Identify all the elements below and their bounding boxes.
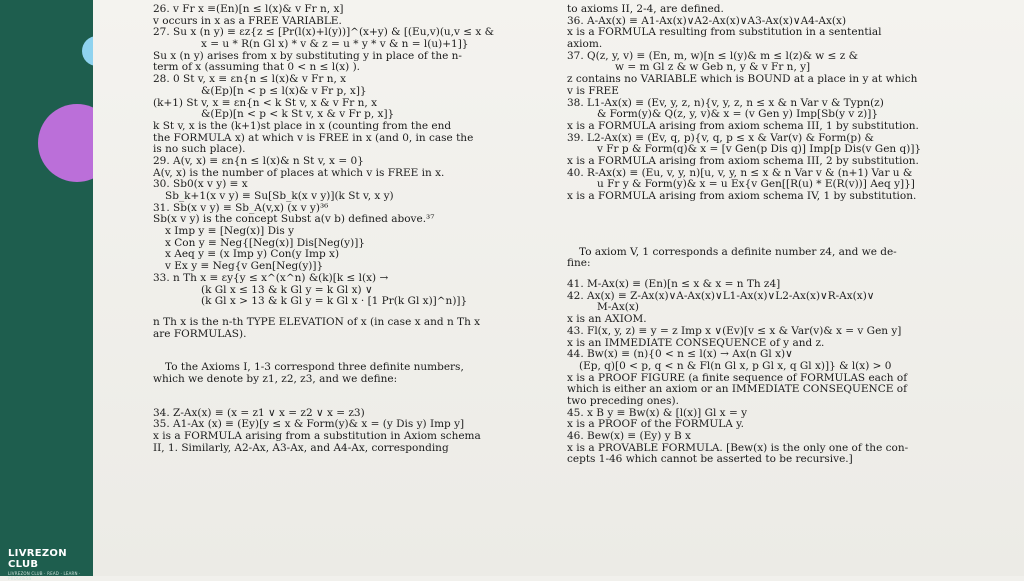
text-line: x is a FORMULA arising from axiom schema III, 1 by substitution.	[567, 119, 919, 132]
text-line: & Form(y)& Q(z, y, v)& x = (v Gen y) Imp[Sb(y v z)]}	[597, 108, 879, 121]
text-line	[567, 225, 935, 247]
text-line: x is an AXIOM.	[567, 313, 647, 326]
text-line: &(Ep)[n < p < k St v, x & v Fr p, x]}	[201, 108, 395, 121]
text-line: 42. Ax(x) ≡ Z-Ax(x)∨A-Ax(x)∨L1-Ax(x)∨L2-Ax(x)∨R-Ax(x)∨	[567, 289, 875, 302]
text-line: 35. A1-Ax (x) ≡ (Ey)[y ≤ x & Form(y)& x = (y Dis y) Imp y]	[153, 418, 465, 431]
text-line: (Ep, q)[0 < p, q < n & Fl(n Gl x, p Gl x, q Gl x)]} & l(x) > 0	[579, 359, 892, 372]
text-line: x Imp y ≡ [Neg(x)] Dis y	[165, 225, 295, 238]
text-line: 41. M-Ax(x) ≡ (En)[n ≤ x & x = n Th z4]	[567, 278, 781, 291]
right-column	[567, 4, 935, 466]
text-line: v Fr p & Form(q)& x = [v Gen(p Dis q)] Imp[p Dis(v Gen q)]}	[597, 143, 922, 156]
text-line: 26. v Fr x ≡(En)[n ≤ l(x)& v Fr n, x]	[153, 3, 344, 15]
text-line	[153, 340, 531, 362]
text-line: the FORMULA x) at which v is FREE in x (and 0, in case the	[153, 131, 474, 144]
text-line: 40. R-Ax(x) ≡ (Eu, v, y, n)[u, v, y, n ≤ x & n Var v & (n+1) Var u &	[567, 166, 913, 179]
text-line	[153, 386, 531, 408]
text-line: Sb(x v y) is the concept Subst a(v b) defined above.³⁷	[153, 213, 435, 226]
text-line: are FORMULAS).	[153, 327, 247, 340]
text-line: k St v, x is the (k+1)st place in x (counting from the end	[153, 119, 452, 132]
text-line: axiom.	[567, 38, 603, 51]
text-line: x is a FORMULA resulting from substitution in a sentential	[567, 26, 882, 39]
text-line: 46. Bew(x) ≡ (Ey) y B x	[567, 430, 691, 442]
text-line: x is a PROOF FIGURE (a finite sequence of FORMULAS each of	[567, 371, 908, 384]
text-line: Su x (n y) arises from x by substituting y in place of the n-	[153, 49, 462, 62]
text-line: 30. Sb0(x v y) ≡ x	[153, 178, 248, 191]
text-line: Sb_k+1(x v y) ≡ Su[Sb_k(x v y)](k St v, x y)	[165, 190, 394, 202]
text-line: A(v, x) is the number of places at which v is FREE in x.	[153, 166, 445, 179]
text-line: v Ex y ≡ Neg{v Gen[Neg(y)]}	[165, 260, 324, 273]
text-line: 34. Z-Ax(x) ≡ (x = z1 ∨ x = z2 ∨ x = z3)	[153, 406, 365, 419]
text-line: 45. x B y ≡ Bw(x) & [l(x)] Gl x = y	[567, 406, 748, 419]
text-line: 36. A-Ax(x) ≡ A1-Ax(x)∨A2-Ax(x)∨A3-Ax(x)∨A4-Ax(x)	[567, 14, 847, 27]
text-line: x is a PROVABLE FORMULA. [Bew(x) is the only one of the con-	[567, 441, 909, 454]
brand-name: LIVREZON CLUB	[8, 548, 67, 570]
text-line: x Aeq y ≡ (x Imp y) Con(y Imp x)	[165, 248, 340, 261]
text-line: x is an IMMEDIATE CONSEQUENCE of y and z.	[567, 336, 825, 349]
text-line: fine:	[567, 257, 591, 270]
text-line: (k+1) St v, x ≡ εn{n < k St v, x & v Fr n, x	[153, 96, 378, 109]
text-line: is no such place).	[153, 143, 246, 156]
text-line: u Fr y & Form(y)& x = u Ex{v Gen[[R(u) * E(R(v))] Aeq y]}]	[597, 178, 915, 191]
text-line: 39. L2-Ax(x) ≡ (Ev, q, p){v, q, p ≤ x & Var(v) & Form(p) &	[567, 131, 874, 144]
text-line: v is FREE	[567, 84, 619, 97]
sidebar-panel	[0, 0, 93, 581]
text-line: x Con y ≡ Neg{[Neg(x)] Dis[Neg(y)]}	[165, 236, 365, 249]
text-line: &(Ep)[n < p ≤ l(x)& v Fr p, x]}	[201, 84, 367, 97]
text-line: to axioms II, 2-4, are defined.	[567, 3, 724, 15]
text-line: 29. A(v, x) ≡ εn{n ≤ l(x)& n St v, x = 0}	[153, 154, 364, 167]
text-line: 43. Fl(x, y, z) ≡ y = z Imp x ∨(Ev)[v ≤ x & Var(v)& x = v Gen y]	[567, 324, 902, 337]
text-line: x = u * R(n Gl x) * v & z = u * y * v & n = l(u)+1]}	[201, 38, 469, 51]
brand-tagline: LIVREZON CLUB · READ · LEARN · PROGRESS	[8, 571, 81, 581]
text-line: which is either an axiom or an IMMEDIATE CONSEQUENCE of	[567, 383, 907, 396]
text-line: x is a PROOF of the FORMULA y.	[567, 418, 744, 431]
text-line: two preceding ones).	[567, 394, 679, 407]
text-line	[567, 203, 935, 225]
text-line: n Th x is the n-th TYPE ELEVATION of x (in case x and n Th x	[153, 315, 481, 328]
text-line: x is a FORMULA arising from axiom schema III, 2 by substitution.	[567, 154, 919, 167]
text-line: x is a FORMULA arising from a substitution in Axiom schema	[153, 430, 481, 442]
text-line: (k Gl x > 13 & k Gl y = k Gl x · [1 Pr(k Gl x)]^n)]}	[201, 295, 468, 308]
text-line: To the Axioms I, 1-3 correspond three definite numbers,	[165, 361, 464, 374]
text-line: 44. Bw(x) ≡ (n){0 < n ≤ l(x) → Ax(n Gl x)∨	[567, 348, 793, 361]
text-line: v occurs in x as a FREE VARIABLE.	[153, 14, 342, 27]
text-line: 31. Sb(x v y) ≡ Sb_A(v,x) (x v y)³⁶	[153, 201, 329, 214]
text-line: 37. Q(z, y, v) ≡ (En, m, w)[n ≤ l(y)& m ≤ l(z)& w ≤ z &	[567, 49, 858, 62]
text-line: M-Ax(x)	[597, 301, 639, 314]
document-page	[93, 0, 1024, 576]
text-line: cepts 1-46 which cannot be asserted to be recursive.]	[567, 453, 853, 466]
text-line: (k Gl x ≤ 13 & k Gl y = k Gl x) ∨	[201, 283, 373, 296]
text-line: 33. n Th x ≡ εy{y ≤ x^(x^n) &(k)[k ≤ l(x) →	[153, 271, 389, 284]
brand-logo	[8, 548, 88, 581]
text-line: term of x (assuming that 0 < n ≤ l(x) ).	[153, 61, 361, 74]
text-line: 28. 0 St v, x ≡ εn{n ≤ l(x)& v Fr n, x	[153, 73, 347, 86]
text-line: To axiom V, 1 corresponds a definite number z4, and we de-	[579, 245, 897, 258]
text-line: x is a FORMULA arising from axiom schema IV, 1 by substitution.	[567, 190, 917, 202]
text-line: which we denote by z1, z2, z3, and we define:	[153, 372, 398, 385]
text-line: z contains no VARIABLE which is BOUND at a place in y at which	[567, 73, 918, 86]
text-line: II, 1. Similarly, A2-Ax, A3-Ax, and A4-Ax, corresponding	[153, 441, 449, 454]
text-line: 27. Su x (n y) ≡ εz{z ≤ [Pr(l(x)+l(y))]^(x+y) & [(Eu,v)(u,v ≤ x &	[153, 26, 495, 39]
text-line: 38. L1-Ax(x) ≡ (Ev, y, z, n){v, y, z, n ≤ x & n Var v & Typn(z)	[567, 96, 884, 109]
left-column	[153, 4, 531, 454]
text-line: w = m Gl z & w Geb n, y & v Fr n, y]	[615, 61, 811, 74]
